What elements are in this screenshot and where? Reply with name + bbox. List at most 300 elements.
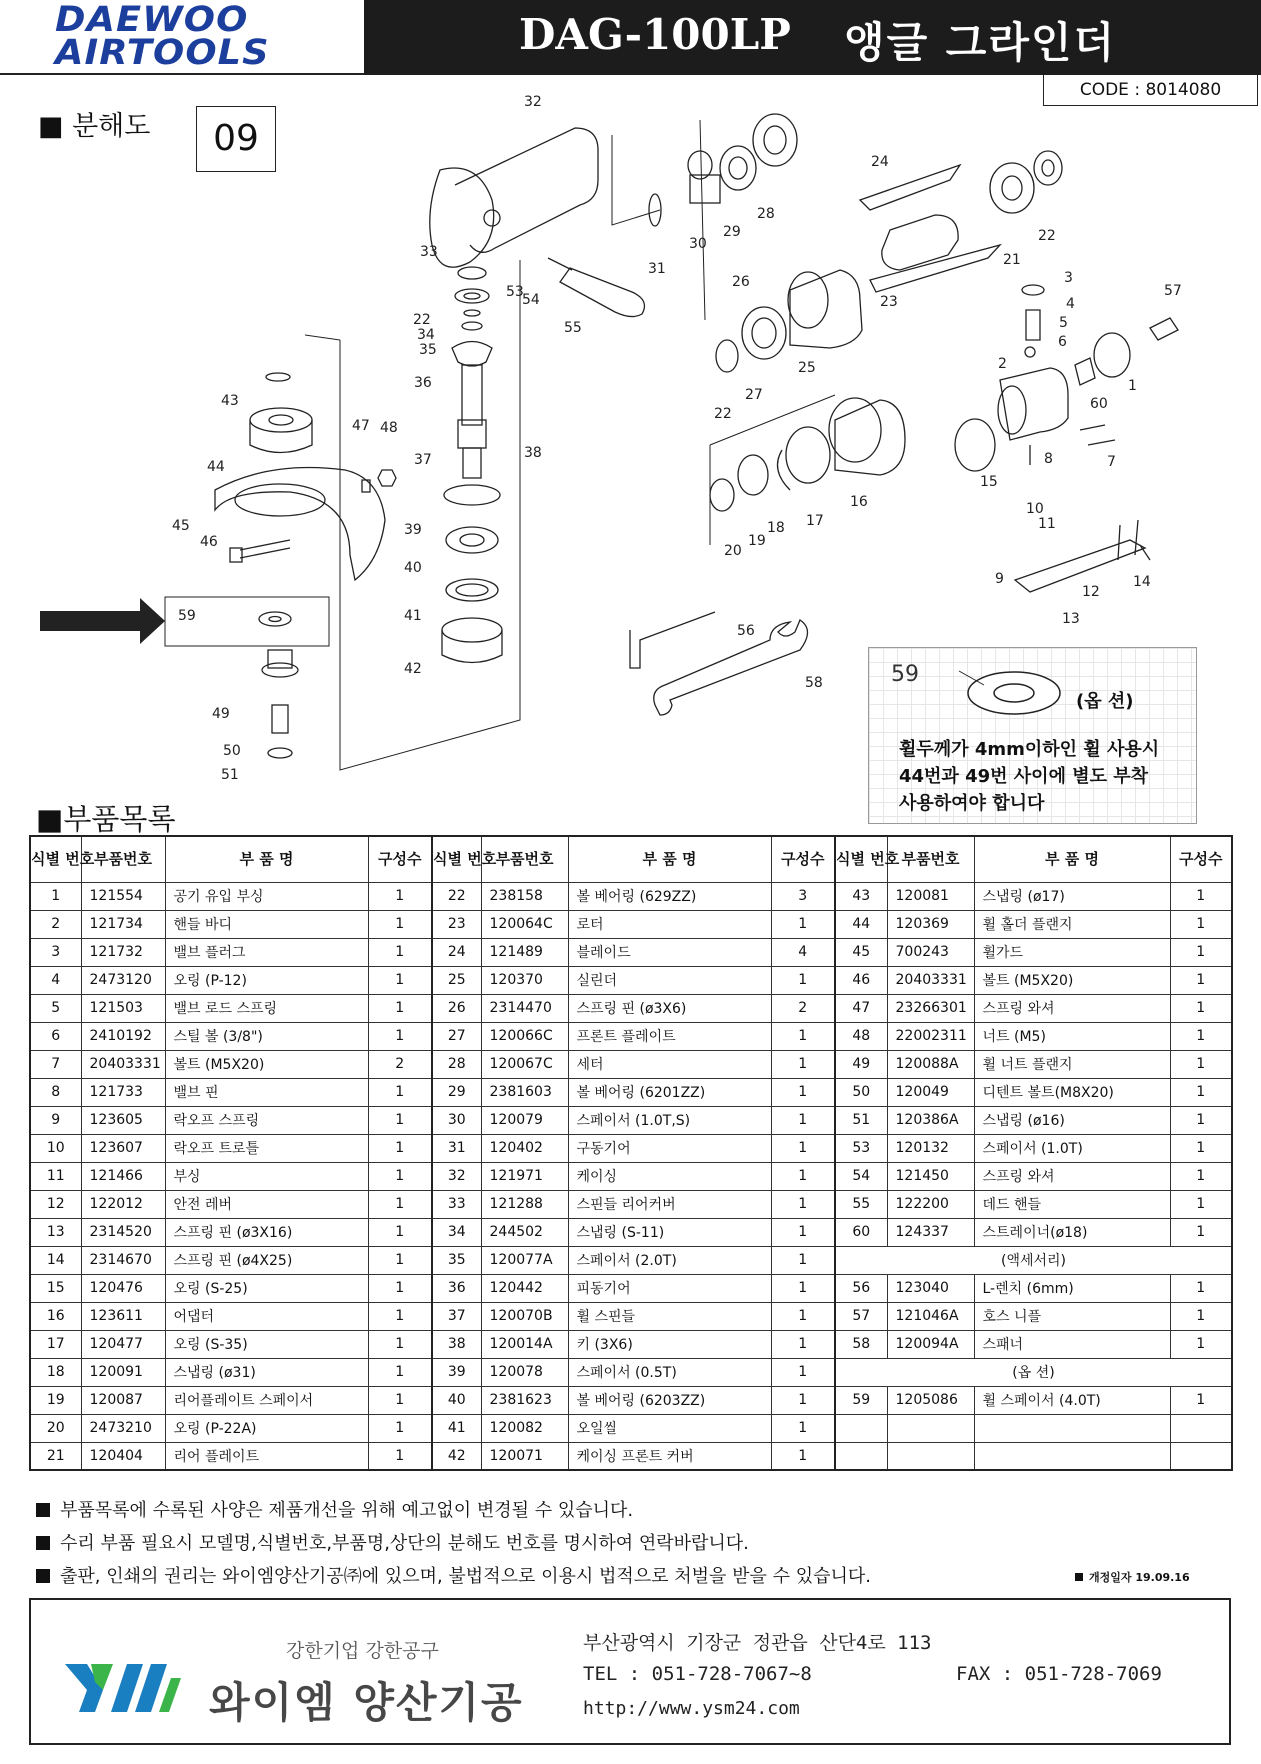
id-cell: 12: [30, 1190, 81, 1218]
qty-cell: 2: [368, 1050, 432, 1078]
name-cell: 스냅링 (ø17): [974, 882, 1170, 910]
part-no-cell: 120370: [481, 966, 568, 994]
qty-cell: 1: [771, 1022, 835, 1050]
name-cell: 밸브 핀: [165, 1078, 368, 1106]
callout-32: 32: [524, 94, 542, 110]
col-qty: 구성수: [368, 836, 432, 882]
part-no-cell: 123605: [81, 1106, 165, 1134]
table-row: [30, 1274, 1232, 1302]
callout-35: 35: [419, 342, 437, 358]
part-no-cell: 122200: [887, 1190, 974, 1218]
name-cell: L-렌치 (6mm): [974, 1274, 1170, 1302]
col-id: 식별 번호: [432, 836, 481, 882]
callout-6: 6: [1058, 334, 1067, 350]
name-cell: 볼 베어링 (6203ZZ): [568, 1386, 771, 1414]
callout-10: 10: [1026, 501, 1044, 517]
name-cell: 케이싱 프론트 커버: [568, 1442, 771, 1470]
callout-41: 41: [404, 608, 422, 624]
id-cell: 18: [30, 1358, 81, 1386]
id-cell: 60: [835, 1218, 887, 1246]
qty-cell: 1: [771, 1078, 835, 1106]
company-fax: FAX : 051-728-7069: [956, 1663, 1162, 1685]
id-cell: 10: [30, 1134, 81, 1162]
option-note-box: [868, 647, 1197, 824]
id-cell: 20: [30, 1414, 81, 1442]
part-no-cell: 22002311: [887, 1022, 974, 1050]
callout-19: 19: [748, 533, 766, 549]
name-cell: 데드 핸들: [974, 1190, 1170, 1218]
part-no-cell: 120079: [481, 1106, 568, 1134]
id-cell: 42: [432, 1442, 481, 1470]
name-cell: 휠 스핀들: [568, 1302, 771, 1330]
id-cell: 16: [30, 1302, 81, 1330]
table-row: [30, 910, 1232, 938]
part-no-cell: 120070B: [481, 1302, 568, 1330]
id-cell: 34: [432, 1218, 481, 1246]
qty-cell: 1: [771, 1414, 835, 1442]
id-cell: 25: [432, 966, 481, 994]
name-cell: 스냅링 (ø16): [974, 1106, 1170, 1134]
table-group-heading: (액세서리): [835, 1246, 1232, 1274]
part-no-cell: 123607: [81, 1134, 165, 1162]
name-cell: 실린더: [568, 966, 771, 994]
qty-cell: 1: [368, 994, 432, 1022]
qty-cell: 1: [771, 1358, 835, 1386]
name-cell: 구동기어: [568, 1134, 771, 1162]
id-cell: 2: [30, 910, 81, 938]
callout-40: 40: [404, 560, 422, 576]
part-no-cell: 120064C: [481, 910, 568, 938]
part-no-cell: 700243: [887, 938, 974, 966]
table-row: [30, 938, 1232, 966]
name-cell: 스핀들 리어커버: [568, 1190, 771, 1218]
callout-58: 58: [805, 675, 823, 691]
brand-line-2: AIRTOOLS: [55, 33, 270, 73]
qty-cell: 1: [1170, 1218, 1232, 1246]
product-code: CODE : 8014080: [1043, 75, 1258, 106]
qty-cell: 1: [1170, 1106, 1232, 1134]
company-tel: TEL : 051-728-7067~8: [583, 1663, 812, 1685]
page-number-box: 09: [196, 106, 276, 172]
qty-cell: 1: [771, 1386, 835, 1414]
part-no-cell: 121733: [81, 1078, 165, 1106]
qty-cell: 1: [1170, 882, 1232, 910]
id-cell: 45: [835, 938, 887, 966]
part-no-cell: 123611: [81, 1302, 165, 1330]
callout-29: 29: [723, 224, 741, 240]
name-cell: 오링 (P-22A): [165, 1414, 368, 1442]
col-name: 부 품 명: [974, 836, 1170, 882]
callout-26: 26: [732, 274, 750, 290]
name-cell: 리어플레이트 스페이서: [165, 1386, 368, 1414]
id-cell: 23: [432, 910, 481, 938]
id-cell: 8: [30, 1078, 81, 1106]
name-cell: 오링 (S-35): [165, 1330, 368, 1358]
id-cell: 3: [30, 938, 81, 966]
qty-cell: 1: [1170, 1302, 1232, 1330]
qty-cell: 1: [771, 1162, 835, 1190]
callout-60: 60: [1090, 396, 1108, 412]
name-cell: 밸브 로드 스프링: [165, 994, 368, 1022]
parts-list-heading: ■부품목록: [36, 802, 176, 836]
part-no-cell: 120081: [887, 882, 974, 910]
part-no-cell: [887, 1442, 974, 1470]
name-cell: 어댑터: [165, 1302, 368, 1330]
name-cell: 스프링 핀 (ø3X6): [568, 994, 771, 1022]
ym-logo-icon: [65, 1660, 181, 1716]
part-no-cell: 2410192: [81, 1022, 165, 1050]
part-no-cell: 120386A: [887, 1106, 974, 1134]
id-cell: [835, 1414, 887, 1442]
qty-cell: 1: [368, 1442, 432, 1470]
name-cell: 프론트 플레이트: [568, 1022, 771, 1050]
table-row: [30, 1386, 1232, 1414]
name-cell: 스프링 핀 (ø4X25): [165, 1246, 368, 1274]
callout-42: 42: [404, 661, 422, 677]
callout-39: 39: [404, 522, 422, 538]
name-cell: 스패너: [974, 1330, 1170, 1358]
qty-cell: 1: [368, 1134, 432, 1162]
brand-line-1: DAEWOO: [55, 0, 249, 40]
name-cell: 핸들 바디: [165, 910, 368, 938]
product-name: 앵글 그라인더: [844, 18, 1117, 67]
qty-cell: 1: [368, 966, 432, 994]
callout-31: 31: [648, 261, 666, 277]
id-cell: 50: [835, 1078, 887, 1106]
part-no-cell: 120082: [481, 1414, 568, 1442]
part-no-cell: 120014A: [481, 1330, 568, 1358]
callout-48: 48: [380, 420, 398, 436]
washer-icon: [964, 663, 1064, 723]
name-cell: 키 (3X6): [568, 1330, 771, 1358]
callout-57: 57: [1164, 283, 1182, 299]
table-row: [30, 1134, 1232, 1162]
qty-cell: 2: [771, 994, 835, 1022]
company-footer: [29, 1598, 1231, 1745]
name-cell: [974, 1442, 1170, 1470]
company-website[interactable]: http://www.ysm24.com: [583, 1698, 800, 1719]
option-tag: (옵 션): [1076, 691, 1134, 712]
id-cell: 47: [835, 994, 887, 1022]
table-row: [30, 1358, 1232, 1386]
part-no-cell: [887, 1414, 974, 1442]
qty-cell: 1: [368, 910, 432, 938]
part-no-cell: 120404: [81, 1442, 165, 1470]
name-cell: 락오프 트로틀: [165, 1134, 368, 1162]
table-row: [30, 1050, 1232, 1078]
note-text: 부품목록에 수록된 사양은 제품개선을 위해 예고없이 변경될 수 있습니다.: [60, 1500, 634, 1521]
part-no-cell: 121734: [81, 910, 165, 938]
id-cell: 19: [30, 1386, 81, 1414]
name-cell: 볼 베어링 (6201ZZ): [568, 1078, 771, 1106]
part-no-cell: 20403331: [81, 1050, 165, 1078]
name-cell: 디텐트 볼트(M8X20): [974, 1078, 1170, 1106]
id-cell: 7: [30, 1050, 81, 1078]
option-description: [899, 736, 1159, 817]
callout-47: 47: [352, 418, 370, 434]
part-no-cell: 2473210: [81, 1414, 165, 1442]
name-cell: 세터: [568, 1050, 771, 1078]
id-cell: 48: [835, 1022, 887, 1050]
part-no-cell: 120088A: [887, 1050, 974, 1078]
name-cell: 공기 유입 부싱: [165, 882, 368, 910]
callout-36: 36: [414, 375, 432, 391]
table-row: [30, 1302, 1232, 1330]
name-cell: 스페이서 (0.5T): [568, 1358, 771, 1386]
name-cell: 오링 (S-25): [165, 1274, 368, 1302]
name-cell: 스틸 볼 (3/8"): [165, 1022, 368, 1050]
name-cell: 스냅링 (S-11): [568, 1218, 771, 1246]
callout-4: 4: [1066, 296, 1075, 312]
qty-cell: 1: [368, 1078, 432, 1106]
notes: [36, 1496, 1236, 1595]
part-no-cell: 120067C: [481, 1050, 568, 1078]
col-name: 부 품 명: [568, 836, 771, 882]
qty-cell: 1: [771, 1274, 835, 1302]
part-no-cell: 244502: [481, 1218, 568, 1246]
qty-cell: 1: [1170, 1190, 1232, 1218]
note-item: [36, 1496, 1236, 1529]
callout-25: 25: [798, 360, 816, 376]
id-cell: 21: [30, 1442, 81, 1470]
id-cell: 31: [432, 1134, 481, 1162]
name-cell: [974, 1414, 1170, 1442]
name-cell: 볼 베어링 (629ZZ): [568, 882, 771, 910]
callout-12: 12: [1082, 584, 1100, 600]
note-text: 수리 부품 필요시 모델명,식별번호,부품명,상단의 분해도 번호를 명시하여 연락바랍니다.: [60, 1533, 749, 1554]
id-cell: 59: [835, 1386, 887, 1414]
name-cell: 스프링 와셔: [974, 994, 1170, 1022]
table-row: [30, 994, 1232, 1022]
name-cell: 블레이드: [568, 938, 771, 966]
id-cell: 27: [432, 1022, 481, 1050]
part-no-cell: 23266301: [887, 994, 974, 1022]
id-cell: 4: [30, 966, 81, 994]
callout-16: 16: [850, 494, 868, 510]
table-row: [30, 1190, 1232, 1218]
option-line-1: 휠두께가 4mm이하인 휠 사용시: [899, 739, 1160, 760]
name-cell: 스페이서 (1.0T): [974, 1134, 1170, 1162]
revision-date: [1075, 1569, 1190, 1585]
callout-15: 15: [980, 474, 998, 490]
callout-49: 49: [212, 706, 230, 722]
callout-55: 55: [564, 320, 582, 336]
qty-cell: 1: [771, 1050, 835, 1078]
table-row: [30, 1106, 1232, 1134]
callout-27: 27: [745, 387, 763, 403]
col-part-no: 부품번호: [81, 836, 165, 882]
part-no-cell: 120476: [81, 1274, 165, 1302]
id-cell: 22: [432, 882, 481, 910]
qty-cell: 1: [368, 1274, 432, 1302]
callout-54: 54: [522, 292, 540, 308]
name-cell: 스페이서 (2.0T): [568, 1246, 771, 1274]
qty-cell: 1: [1170, 1274, 1232, 1302]
id-cell: 58: [835, 1330, 887, 1358]
id-cell: 1: [30, 882, 81, 910]
title-bar: [364, 0, 1261, 75]
qty-cell: 1: [771, 1190, 835, 1218]
callout-51: 51: [221, 767, 239, 783]
id-cell: 13: [30, 1218, 81, 1246]
qty-cell: 1: [771, 1106, 835, 1134]
qty-cell: 1: [368, 1218, 432, 1246]
callout-1: 1: [1128, 378, 1137, 394]
name-cell: 케이싱: [568, 1162, 771, 1190]
table-row: [30, 1022, 1232, 1050]
callout-22c: 22: [714, 406, 732, 422]
callout-53: 53: [506, 284, 524, 300]
qty-cell: 3: [771, 882, 835, 910]
part-no-cell: 120087: [81, 1386, 165, 1414]
table-row: [30, 1414, 1232, 1442]
name-cell: 안전 레버: [165, 1190, 368, 1218]
id-cell: 11: [30, 1162, 81, 1190]
id-cell: 15: [30, 1274, 81, 1302]
id-cell: 41: [432, 1414, 481, 1442]
part-no-cell: 120077A: [481, 1246, 568, 1274]
callout-5: 5: [1059, 315, 1068, 331]
qty-cell: 1: [368, 938, 432, 966]
name-cell: 스페이서 (1.0T,S): [568, 1106, 771, 1134]
part-no-cell: 120091: [81, 1358, 165, 1386]
id-cell: 29: [432, 1078, 481, 1106]
qty-cell: 1: [368, 882, 432, 910]
table-row: [30, 1442, 1232, 1470]
qty-cell: 1: [771, 910, 835, 938]
qty-cell: [1170, 1442, 1232, 1470]
id-cell: 57: [835, 1302, 887, 1330]
parts-table-body: [30, 882, 1232, 1470]
id-cell: 17: [30, 1330, 81, 1358]
qty-cell: 1: [368, 1022, 432, 1050]
name-cell: 락오프 스프링: [165, 1106, 368, 1134]
col-part-no: 부품번호: [481, 836, 568, 882]
page-header: [0, 0, 1261, 100]
callout-7: 7: [1107, 454, 1116, 470]
callout-8: 8: [1044, 451, 1053, 467]
name-cell: 휠 너트 플랜지: [974, 1050, 1170, 1078]
part-no-cell: 120442: [481, 1274, 568, 1302]
note-text: 출판, 인쇄의 권리는 와이엠양산기공㈜에 있으며, 불법적으로 이용시 법적으로 처벌을 받을 수 있습니다.: [60, 1566, 872, 1587]
callout-2: 2: [998, 356, 1007, 372]
qty-cell: 1: [771, 1246, 835, 1274]
col-id: 식별 번호: [30, 836, 81, 882]
table-row: [30, 1246, 1232, 1274]
option-part-number: 59: [891, 662, 919, 687]
callout-23: 23: [880, 294, 898, 310]
part-no-cell: 121450: [887, 1162, 974, 1190]
part-no-cell: 2381623: [481, 1386, 568, 1414]
arrow-icon: [40, 598, 165, 644]
callout-11: 11: [1038, 516, 1056, 532]
part-no-cell: 122012: [81, 1190, 165, 1218]
qty-cell: 1: [368, 1190, 432, 1218]
callout-22a: 22: [413, 312, 431, 328]
name-cell: 스프링 와셔: [974, 1162, 1170, 1190]
table-row: [30, 1330, 1232, 1358]
qty-cell: 1: [1170, 1050, 1232, 1078]
part-no-cell: 2314520: [81, 1218, 165, 1246]
part-no-cell: 120402: [481, 1134, 568, 1162]
qty-cell: 1: [1170, 1330, 1232, 1358]
callout-13: 13: [1062, 611, 1080, 627]
callout-43: 43: [221, 393, 239, 409]
qty-cell: 1: [771, 1442, 835, 1470]
callout-30: 30: [689, 236, 707, 252]
callout-22b: 22: [1038, 228, 1056, 244]
part-no-cell: 120071: [481, 1442, 568, 1470]
qty-cell: 1: [771, 1302, 835, 1330]
id-cell: 40: [432, 1386, 481, 1414]
part-no-cell: 2473120: [81, 966, 165, 994]
id-cell: 6: [30, 1022, 81, 1050]
qty-cell: 1: [1170, 1022, 1232, 1050]
qty-cell: 4: [771, 938, 835, 966]
callout-14: 14: [1133, 574, 1151, 590]
part-no-cell: 2314670: [81, 1246, 165, 1274]
id-cell: 44: [835, 910, 887, 938]
id-cell: 51: [835, 1106, 887, 1134]
table-header-row: [30, 836, 1232, 882]
id-cell: [835, 1442, 887, 1470]
table-row: [30, 1218, 1232, 1246]
qty-cell: 1: [1170, 994, 1232, 1022]
name-cell: 스트레이너(ø18): [974, 1218, 1170, 1246]
part-no-cell: 120477: [81, 1330, 165, 1358]
name-cell: 오링 (P-12): [165, 966, 368, 994]
callout-18: 18: [767, 520, 785, 536]
name-cell: 휠 스페이서 (4.0T): [974, 1386, 1170, 1414]
name-cell: 밸브 플러그: [165, 938, 368, 966]
id-cell: 26: [432, 994, 481, 1022]
company-name: 와이엠 양산기공: [209, 1678, 524, 1727]
qty-cell: 1: [1170, 938, 1232, 966]
part-no-cell: 121971: [481, 1162, 568, 1190]
qty-cell: 1: [771, 1134, 835, 1162]
col-qty: 구성수: [771, 836, 835, 882]
name-cell: 호스 니플: [974, 1302, 1170, 1330]
option-line-2: 44번과 49번 사이에 별도 부착: [899, 766, 1149, 787]
part-no-cell: 121554: [81, 882, 165, 910]
name-cell: 오일씰: [568, 1414, 771, 1442]
callout-59: 59: [178, 608, 196, 624]
name-cell: 볼트 (M5X20): [165, 1050, 368, 1078]
name-cell: 피동기어: [568, 1274, 771, 1302]
part-no-cell: 238158: [481, 882, 568, 910]
callout-24: 24: [871, 154, 889, 170]
id-cell: 46: [835, 966, 887, 994]
part-no-cell: 20403331: [887, 966, 974, 994]
id-cell: 49: [835, 1050, 887, 1078]
model-number: DAG-100LP: [519, 10, 791, 59]
id-cell: 37: [432, 1302, 481, 1330]
col-id: 식별 번호: [835, 836, 887, 882]
qty-cell: 1: [368, 1414, 432, 1442]
id-cell: 38: [432, 1330, 481, 1358]
callout-45: 45: [172, 518, 190, 534]
qty-cell: 1: [1170, 966, 1232, 994]
parts-table: [29, 835, 1233, 1471]
callout-34: 34: [417, 327, 435, 343]
name-cell: 로터: [568, 910, 771, 938]
callout-3: 3: [1064, 270, 1073, 286]
part-no-cell: 123040: [887, 1274, 974, 1302]
table-row: [30, 882, 1232, 910]
table-row: [30, 1078, 1232, 1106]
id-cell: 24: [432, 938, 481, 966]
callout-21: 21: [1003, 252, 1021, 268]
